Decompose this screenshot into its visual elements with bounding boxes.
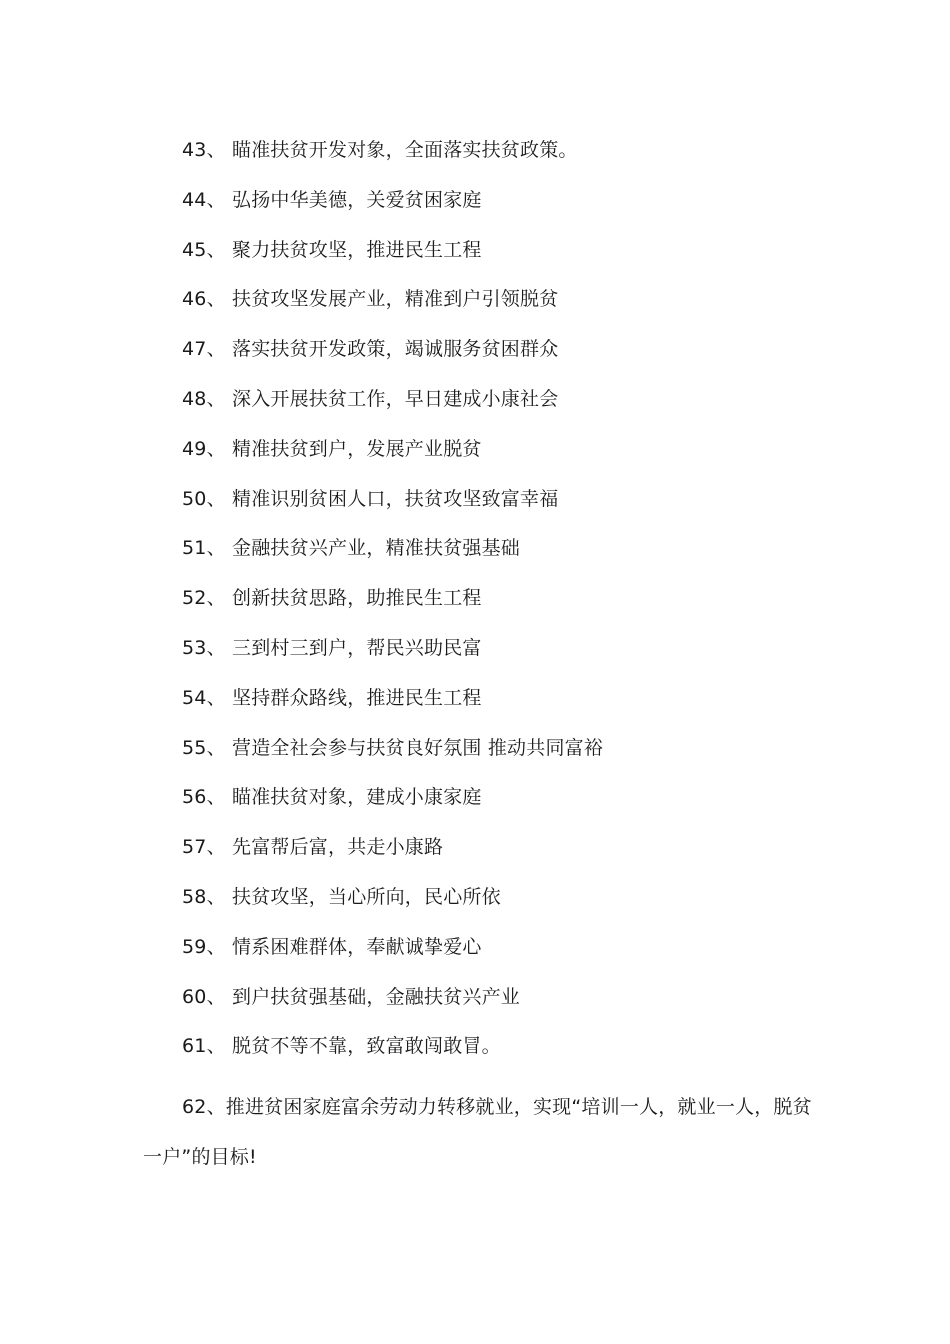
list-item <box>182 883 822 933</box>
item-text: 坚持群众路线，推进民生工程 <box>232 686 482 709</box>
item-text: 到户扶贫强基础，金融扶贫兴产业 <box>232 985 521 1008</box>
list-item <box>182 1032 822 1082</box>
item-number: 46、 <box>182 288 226 311</box>
list-item <box>182 485 822 535</box>
list-item <box>182 684 822 734</box>
item-text: 落实扶贫开发政策，竭诚服务贫困群众 <box>232 338 559 361</box>
item-number: 57、 <box>182 836 226 859</box>
item-number: 47、 <box>182 338 226 361</box>
list-item <box>182 335 822 385</box>
list-item <box>182 584 822 634</box>
list-item <box>182 236 822 286</box>
item-number: 53、 <box>182 636 226 659</box>
item-text: 三到村三到户，帮民兴助民富 <box>232 636 482 659</box>
item-number: 59、 <box>182 935 226 958</box>
item-number: 58、 <box>182 885 226 908</box>
item-number: 48、 <box>182 387 226 410</box>
item-number: 51、 <box>182 537 226 560</box>
item-number: 45、 <box>182 238 226 261</box>
item-text: 精准扶贫到户，发展产业脱贫 <box>232 437 482 460</box>
item-number: 55、 <box>182 736 226 759</box>
list-item <box>182 285 822 335</box>
item-number: 54、 <box>182 686 226 709</box>
item-number: 61、 <box>182 1035 226 1058</box>
list-item <box>182 435 822 485</box>
list-item <box>182 534 822 584</box>
item-text: 金融扶贫兴产业，精准扶贫强基础 <box>232 537 521 560</box>
list-item <box>182 385 822 435</box>
item-number: 44、 <box>182 188 226 211</box>
list-item <box>182 136 822 186</box>
item-text: 先富帮后富，共走小康路 <box>232 836 444 859</box>
item-text: 精准识别贫困人口，扶贫攻坚致富幸福 <box>232 487 559 510</box>
item-text: 深入开展扶贫工作，早日建成小康社会 <box>232 387 559 410</box>
slogan-list <box>182 136 822 1082</box>
item-text: 扶贫攻坚，当心所向，民心所依 <box>232 885 501 908</box>
item-text: 脱贫不等不靠，致富敢闯敢冒。 <box>232 1035 501 1058</box>
item-text: 情系困难群体，奉献诚挚爱心 <box>232 935 482 958</box>
item-text: 瞄准扶贫开发对象，全面落实扶贫政策。 <box>232 139 578 161</box>
item-number: 50、 <box>182 487 226 510</box>
item-text: 聚力扶贫攻坚，推进民生工程 <box>232 238 482 261</box>
item-text: 创新扶贫思路，助推民生工程 <box>232 587 482 610</box>
item-number: 43、 <box>182 139 226 161</box>
list-item <box>182 933 822 983</box>
item-number: 56、 <box>182 786 226 809</box>
item-text: 瞄准扶贫对象，建成小康家庭 <box>232 786 482 809</box>
item-number: 49、 <box>182 437 226 460</box>
item-number: 60、 <box>182 985 226 1008</box>
list-item <box>182 634 822 684</box>
list-item <box>182 734 822 784</box>
item-text: 扶贫攻坚发展产业，精准到户引领脱贫 <box>232 288 559 311</box>
list-item <box>182 186 822 236</box>
list-item <box>182 983 822 1033</box>
final-paragraph: 62、推进贫困家庭富余劳动力转移就业，实现“培训一人，就业一人，脱贫一户”的目标! <box>143 1096 812 1168</box>
list-item <box>182 833 822 883</box>
item-number: 52、 <box>182 587 226 610</box>
list-item <box>182 783 822 833</box>
item-text: 营造全社会参与扶贫良好氛围 推动共同富裕 <box>232 736 604 759</box>
item-text: 弘扬中华美德，关爱贫困家庭 <box>232 188 482 211</box>
